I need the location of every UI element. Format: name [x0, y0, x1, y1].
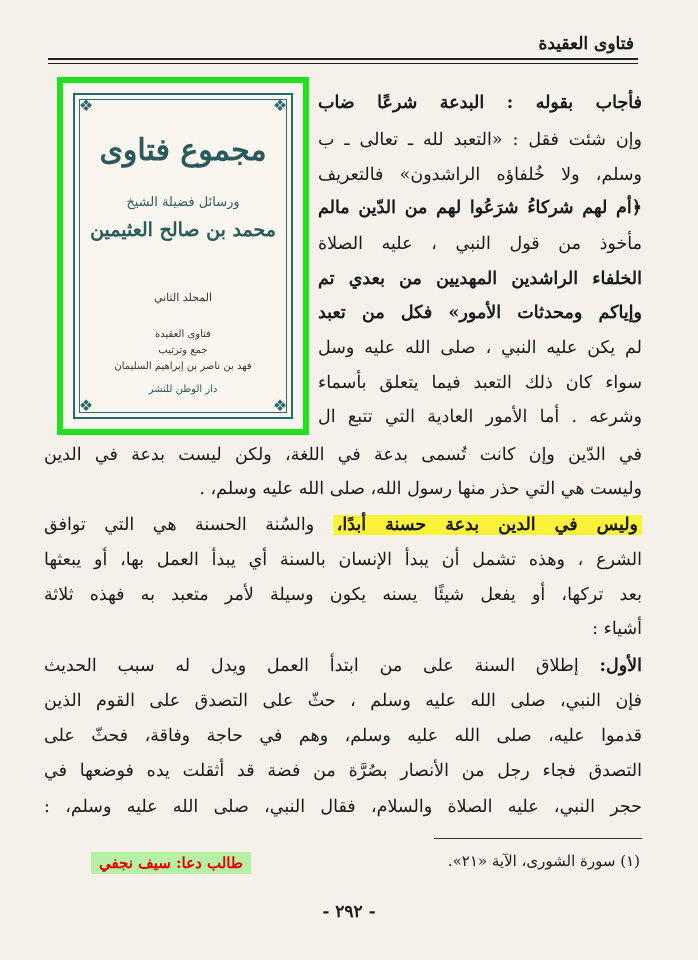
cover-frame: [73, 93, 293, 419]
cover-author: محمد بن صالح العثيمين: [90, 219, 276, 241]
text-line: ﴿أم لهم شركاءُ شرَعُوا لهم من الدّين مالم: [318, 198, 642, 218]
text-line: فأجاب بقوله : البدعة شرعًا ضاب: [318, 93, 642, 113]
ornament-icon: ❖: [78, 96, 94, 115]
signature-watermark: طالب دعا: سيف نجفي: [91, 852, 251, 874]
cover-subtitle: ورسائل فضيلة الشيخ: [126, 195, 240, 210]
text-line: وشرعه . أما الأمور العادية التي تتبع ال: [318, 407, 642, 427]
text-line: حجر النبي، عليه الصلاة والسلام، فقال النبي، صلى الله عليه وسلم، :: [44, 797, 642, 817]
cover-volume: المجلد الثاني: [153, 291, 213, 304]
cover-publisher: دار الوطن للنشر: [148, 384, 218, 395]
header-rule: [48, 58, 638, 60]
page-number: - ٢٩٢ -: [322, 902, 376, 922]
cover-compiler: فهد بن ناصر بن إبراهيم السليمان: [114, 361, 252, 372]
text-line: مأخوذ من قول النبي ، عليه الصلاة: [318, 234, 642, 254]
text-line: في الدّين وإن كانت تُسمى بدعة في اللغة، ولكن ليست بدعة في الدين: [44, 445, 642, 465]
text-line: وليست هي التي حذر منها رسول الله، صلى الله عليه وسلم، .: [199, 479, 642, 499]
cover-section: فتاوى العقيدة: [155, 329, 211, 340]
ornament-icon: ❖: [272, 96, 288, 115]
highlighted-text: وليس في الدين بدعة حسنة أبدًا،: [333, 515, 642, 535]
heading-first: الأول:: [599, 656, 642, 676]
text-line: التصدق فجاء رجل من الأنصار بصُرَّة من فضة قد أثقلت يده فوضعها في: [44, 761, 642, 781]
footnote: (١) سورة الشورى، الآية «٢١».: [447, 852, 640, 870]
text-line: الخلفاء الراشدين المهديين من بعدي تم: [318, 269, 642, 289]
footnote-rule: [434, 838, 642, 839]
text-span: والسُنة الحسنة هي التي توافق: [44, 515, 315, 535]
ornament-icon: ❖: [272, 396, 288, 415]
ornament-icon: ❖: [78, 396, 94, 415]
text-line: سواء كان ذلك التعبد فيما يتعلق بأسماء: [318, 373, 642, 393]
text-line: وسلم، ولا خُلفاؤه الراشدون» فالتعريف: [318, 165, 642, 185]
cover-title: مجموع فتاوى: [99, 133, 267, 168]
header-rule-thin: [48, 63, 638, 64]
cover-compiled: جمع وترتيب: [158, 345, 208, 356]
text-line: وإياكم ومحدثات الأمور» فكل من تعبد: [318, 303, 642, 323]
text-line: أشياء :: [592, 619, 642, 639]
text-line: [44, 512, 642, 538]
text-line: الشرع ، وهذه تشمل أن يبدأ الإنسان بالسنة أي يبدأ العمل بها، أو يبعثها: [44, 550, 642, 570]
text-line: قدموا عليه، صلى الله عليه وسلم، وهم في حاجة وفاقة، فحثّ على: [44, 726, 642, 746]
book-cover-image: [57, 77, 309, 435]
cover-section-info: [75, 327, 291, 375]
text-line: [44, 653, 642, 679]
text-line: فإن النبي، صلى الله عليه وسلم ، حثّ على التصدق على القوم الذين: [44, 691, 642, 711]
text-line: وإن شئت فقل : «التعبد لله ـ تعالى ـ ب: [318, 130, 642, 150]
text-line: بعد تركها، أو يفعل شيئًا يسنه يكون وسيلة لأمر متعبد به فهذه ثلاثة: [44, 585, 642, 605]
text-span: إطلاق السنة على من ابتدأ العمل ويدل له سبب الحديث: [44, 656, 579, 676]
text-line: لم يكن عليه النبي ، صلى الله عليه وسل: [318, 338, 642, 358]
running-header: فتاوى العقيدة: [530, 34, 634, 54]
